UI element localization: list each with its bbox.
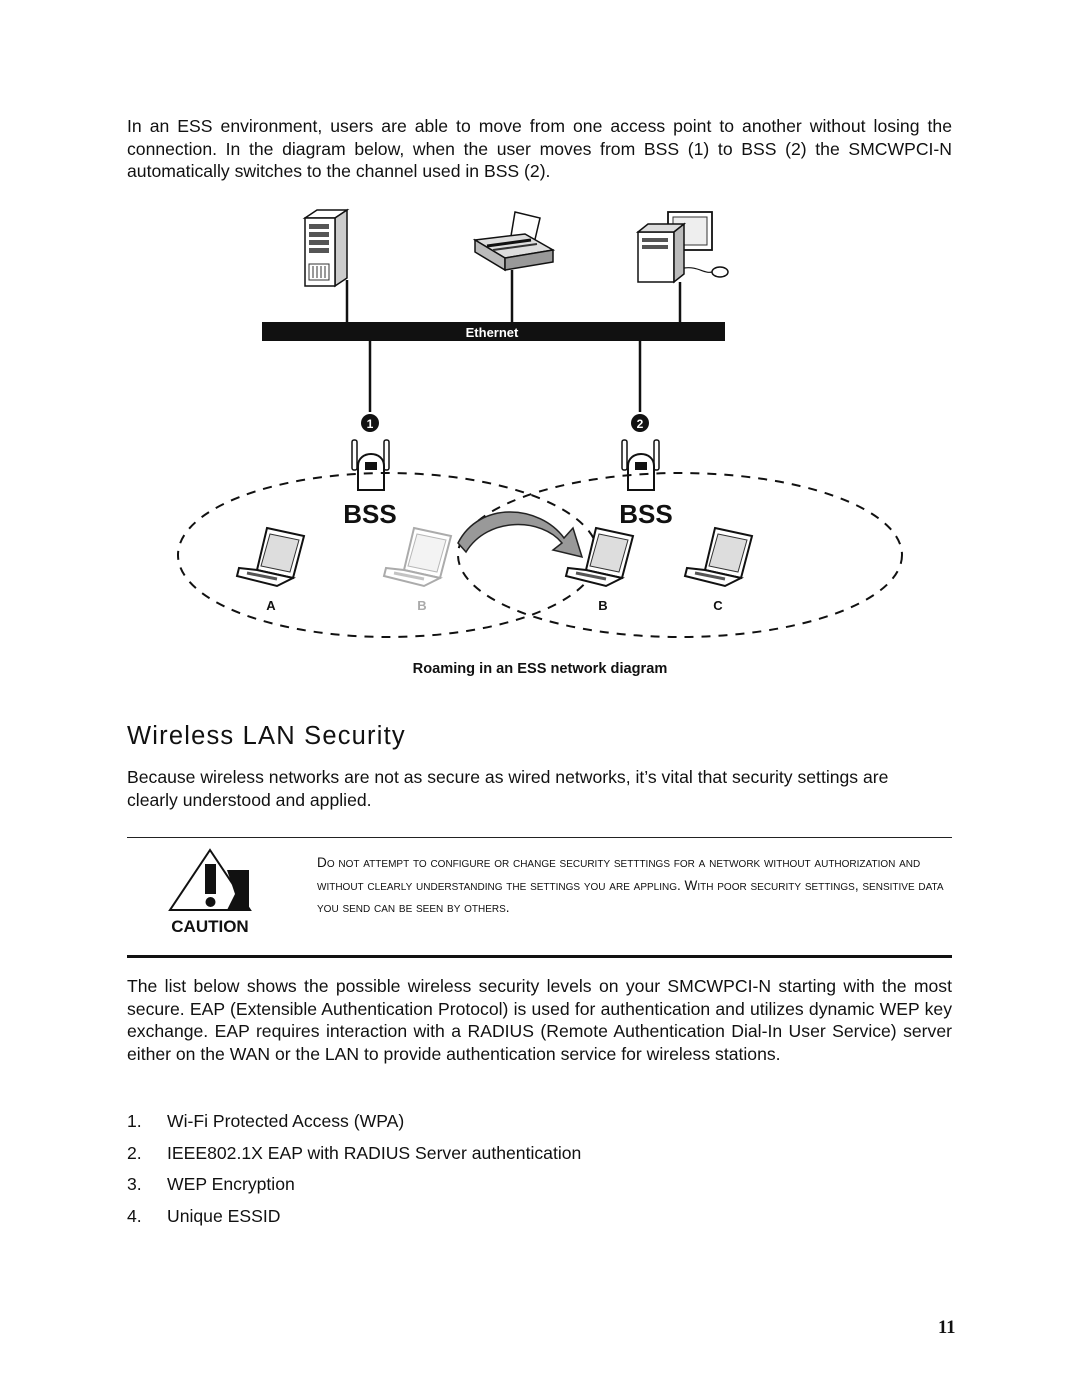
list-item-number: 1. [127,1111,142,1131]
laptop-b-ghost-icon [384,528,451,586]
list-item [127,1173,581,1205]
access-point-1-icon [352,440,389,490]
laptop-label-c: C [713,598,723,613]
list-item-number: 3. [127,1174,142,1194]
list-item-label: IEEE802.1X EAP with RADIUS Server authentication [167,1142,582,1163]
ap-badge-1-label: 1 [366,417,374,431]
diagram-caption: Roaming in an ESS network diagram [412,661,668,677]
list-item-number: 4. [127,1205,142,1226]
ethernet-label: Ethernet [465,325,519,340]
access-point-2-icon [622,440,659,490]
printer-icon [475,212,553,270]
list-item [127,1142,581,1174]
roaming-arrow [458,512,582,557]
caution-warning-icon [167,848,277,936]
ap-badge-2-label: 2 [636,417,644,431]
caution-text: Do not attempt to configure or change security setttings for a network without authorization and without clearly understanding the settings you are appling. With poor security settings, sensitive data you send can be seen by others. [317,855,944,916]
list-item-label: Unique ESSID [167,1205,281,1226]
caution-notice [127,837,952,958]
caution-icon-label: CAUTION [171,917,249,936]
section-heading: Wireless LAN Security [127,722,406,750]
list-item-number: 2. [127,1142,142,1163]
laptop-label-b-ghost: B [417,598,427,613]
server-icon [305,210,347,286]
page-number: 11 [938,1318,956,1338]
list-item [127,1205,581,1237]
ess-roaming-diagram [170,200,910,655]
intro-paragraph: In an ESS environment, users are able to move from one access point to another without losing the connection. In the diagram below, when the user moves from BSS (1) to BSS (2) the SMCWPCI-N automatically switches to the channel used in BSS (2). [127,116,952,182]
list-item [127,1110,581,1142]
security-levels-intro: The list below shows the possible wireless security levels on your SMCWPCI-N starting with the most secure. EAP (Extensible Authentication Protocol) is used for authentication and utilizes dynamic WEP key exchange. EAP requires interaction with a RADIUS (Remote Authentication Dial-In User Service) server either on the WAN or the LAN to provide authentication service for wireless stations. [127,976,952,1064]
bss-label-2: BSS [619,499,673,529]
bss-1-coverage [178,473,598,637]
bss-label-1: BSS [343,499,397,529]
laptop-label-b: B [598,598,608,613]
laptop-c-icon [685,528,752,586]
list-item-label: Wi-Fi Protected Access (WPA) [167,1111,405,1131]
list-item-label: WEP Encryption [167,1174,295,1194]
security-levels-list [127,1110,581,1236]
desktop-computer-icon [638,212,728,282]
security-intro-paragraph: Because wireless networks are not as secure as wired networks, it’s vital that security settings are clearly understood and applied. [127,767,889,810]
laptop-label-a: A [266,598,276,613]
bss-2-coverage [458,473,902,637]
laptop-a-icon [237,528,304,586]
